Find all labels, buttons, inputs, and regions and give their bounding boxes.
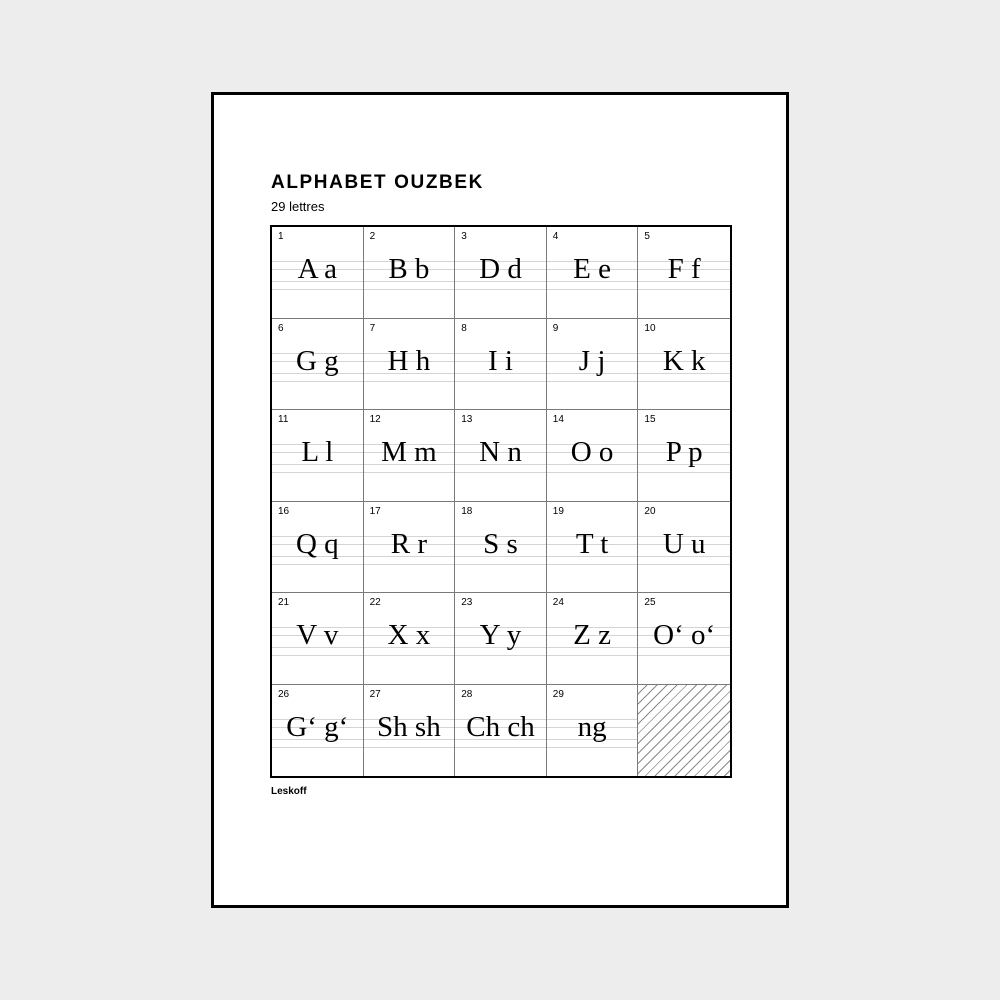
letter-glyph: R r bbox=[390, 527, 428, 560]
letter-number: 21 bbox=[278, 597, 290, 608]
letter-glyph: Z z bbox=[573, 619, 612, 651]
letter-number: 13 bbox=[461, 414, 473, 425]
guide-line bbox=[455, 289, 546, 290]
letter-glyph: K k bbox=[662, 344, 706, 377]
letter-glyph: Ch ch bbox=[466, 710, 535, 743]
guide-line bbox=[272, 472, 363, 473]
letter-cell bbox=[455, 319, 547, 411]
letter-number: 22 bbox=[369, 597, 381, 608]
letter-cell bbox=[638, 319, 730, 411]
letter-glyph: ng bbox=[577, 710, 607, 743]
letter-glyph: I i bbox=[488, 344, 513, 377]
letter-cell bbox=[272, 319, 364, 411]
guide-line bbox=[638, 655, 730, 656]
letter-glyph: G g bbox=[295, 344, 339, 377]
letter-glyph: Q q bbox=[295, 527, 339, 560]
guide-line bbox=[547, 564, 638, 565]
letter-number: 28 bbox=[461, 688, 473, 700]
letter-grid bbox=[270, 225, 732, 778]
letter-glyph: O‘ o‘ bbox=[653, 619, 716, 651]
letter-number: 6 bbox=[278, 322, 284, 334]
letter-cell bbox=[547, 410, 639, 502]
letter-number: 18 bbox=[461, 505, 473, 517]
letter-glyph: A a bbox=[297, 253, 338, 285]
letter-number: 9 bbox=[552, 322, 559, 334]
letter-number: 2 bbox=[369, 231, 376, 242]
letter-number: 15 bbox=[644, 414, 656, 425]
letter-glyph: Y y bbox=[479, 619, 522, 651]
letter-number: 10 bbox=[644, 322, 656, 334]
letter-number: 12 bbox=[369, 414, 381, 425]
poster-subtitle: 29 lettres bbox=[271, 199, 325, 214]
letter-cell bbox=[364, 319, 456, 411]
letter-cell bbox=[638, 502, 730, 594]
letter-cell bbox=[547, 319, 639, 411]
guide-line bbox=[547, 472, 638, 473]
letter-glyph: P p bbox=[665, 436, 703, 468]
empty-hatched-cell bbox=[638, 685, 730, 777]
guide-line bbox=[547, 289, 638, 290]
guide-line bbox=[547, 655, 638, 656]
letter-cell bbox=[455, 502, 547, 594]
guide-line bbox=[547, 747, 638, 748]
letter-number: 19 bbox=[552, 505, 564, 517]
letter-cell bbox=[272, 593, 364, 685]
letter-cell bbox=[272, 685, 364, 777]
letter-glyph: Sh sh bbox=[377, 710, 441, 743]
guide-line bbox=[638, 472, 730, 473]
alphabet-poster bbox=[211, 92, 789, 908]
guide-line bbox=[547, 381, 638, 382]
guide-line bbox=[272, 289, 363, 290]
guide-line bbox=[455, 747, 546, 748]
letter-cell bbox=[547, 593, 639, 685]
letter-glyph: B b bbox=[388, 253, 430, 285]
letter-cell bbox=[364, 410, 456, 502]
letter-number: 11 bbox=[278, 414, 289, 425]
guide-line bbox=[638, 289, 730, 290]
poster-title: ALPHABET OUZBEK bbox=[271, 172, 484, 193]
letter-glyph: V v bbox=[296, 619, 339, 651]
guide-line bbox=[455, 655, 546, 656]
guide-line bbox=[638, 381, 730, 382]
guide-line bbox=[455, 381, 546, 382]
guide-line bbox=[364, 747, 455, 748]
letter-number: 24 bbox=[552, 597, 564, 608]
letter-glyph: S s bbox=[483, 527, 518, 560]
letter-glyph: H h bbox=[387, 344, 431, 377]
letter-glyph: F f bbox=[667, 253, 701, 285]
letter-cell bbox=[364, 502, 456, 594]
letter-number: 17 bbox=[369, 505, 381, 517]
letter-cell bbox=[272, 410, 364, 502]
letter-cell bbox=[364, 685, 456, 777]
letter-number: 14 bbox=[552, 414, 564, 425]
letter-number: 7 bbox=[369, 322, 376, 334]
letter-number: 3 bbox=[461, 231, 467, 242]
letter-cell bbox=[638, 410, 730, 502]
guide-line bbox=[364, 289, 455, 290]
guide-line bbox=[638, 564, 730, 565]
letter-number: 23 bbox=[461, 597, 473, 608]
letter-glyph: N n bbox=[479, 436, 522, 468]
guide-line bbox=[364, 381, 455, 382]
brand-logo: Leskoff bbox=[271, 786, 307, 797]
guide-line bbox=[455, 472, 546, 473]
guide-line bbox=[272, 747, 363, 748]
letter-glyph: O o bbox=[570, 436, 614, 468]
letter-cell bbox=[455, 685, 547, 777]
letter-number: 4 bbox=[552, 231, 559, 242]
letter-glyph: D d bbox=[479, 253, 522, 285]
letter-cell bbox=[364, 227, 456, 319]
guide-line bbox=[272, 655, 363, 656]
letter-cell bbox=[638, 593, 730, 685]
letter-cell bbox=[455, 410, 547, 502]
letter-cell bbox=[364, 593, 456, 685]
letter-cell bbox=[547, 502, 639, 594]
guide-line bbox=[272, 564, 363, 565]
guide-line bbox=[364, 655, 455, 656]
letter-number: 27 bbox=[369, 688, 381, 700]
letter-glyph: T t bbox=[575, 527, 609, 560]
letter-cell bbox=[272, 227, 364, 319]
letter-number: 20 bbox=[644, 505, 656, 517]
letter-number: 29 bbox=[552, 688, 564, 700]
letter-cell bbox=[455, 227, 547, 319]
letter-glyph: G‘ g‘ bbox=[286, 710, 349, 743]
letter-number: 25 bbox=[644, 597, 656, 608]
letter-cell bbox=[455, 593, 547, 685]
letter-number: 5 bbox=[644, 231, 650, 242]
guide-line bbox=[455, 564, 546, 565]
letter-cell bbox=[547, 227, 639, 319]
letter-glyph: E e bbox=[573, 253, 612, 285]
letter-number: 1 bbox=[278, 231, 284, 242]
guide-line bbox=[272, 381, 363, 382]
letter-cell bbox=[272, 502, 364, 594]
letter-number: 16 bbox=[278, 505, 290, 517]
letter-cell bbox=[547, 685, 639, 777]
guide-line bbox=[364, 564, 455, 565]
letter-number: 26 bbox=[278, 688, 290, 700]
letter-glyph: J j bbox=[578, 344, 606, 377]
letter-glyph: X x bbox=[387, 619, 431, 651]
letter-glyph: M m bbox=[381, 436, 437, 468]
letter-glyph: L l bbox=[301, 436, 334, 468]
guide-line bbox=[364, 472, 455, 473]
letter-glyph: U u bbox=[662, 527, 706, 560]
letter-number: 8 bbox=[461, 322, 467, 334]
letter-cell bbox=[638, 227, 730, 319]
